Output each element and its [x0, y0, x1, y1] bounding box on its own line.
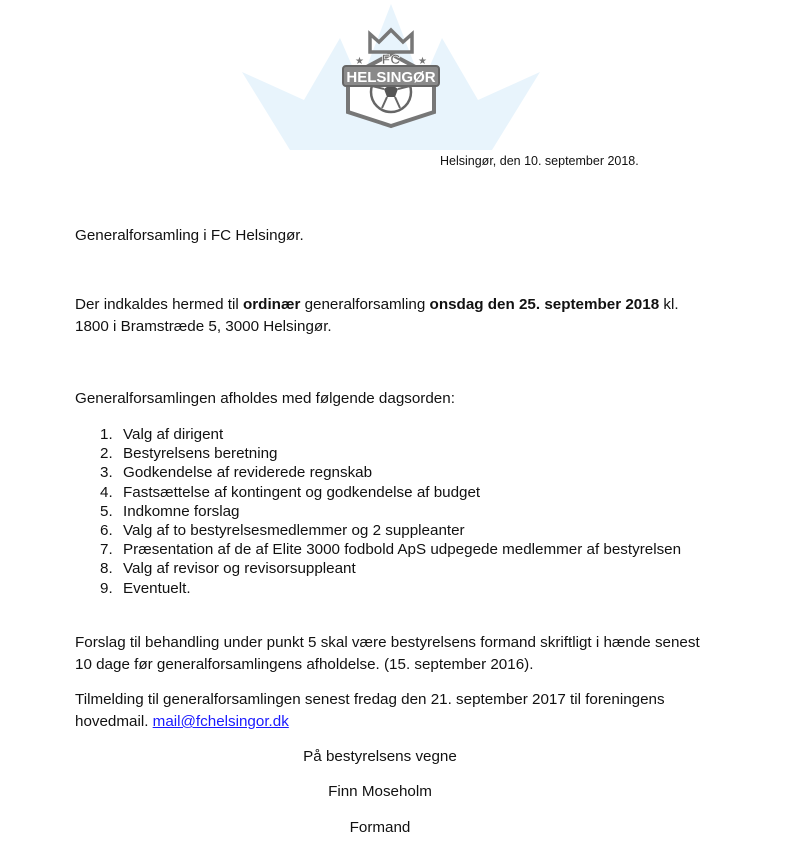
letter-date: Helsingør, den 10. september 2018. — [440, 154, 639, 168]
signup-paragraph — [75, 689, 715, 733]
agenda-text: Valg af to bestyrelsesmedlemmer og 2 suppleanter — [123, 521, 465, 539]
agenda-number: 3. — [100, 464, 113, 482]
signer-title: Formand — [349, 819, 411, 836]
agenda-item — [75, 483, 681, 502]
invite-text-1: Der indkaldes hermed til — [75, 296, 243, 313]
agenda-number: 1. — [100, 426, 113, 443]
agenda-item — [75, 579, 681, 598]
agenda-item — [75, 502, 681, 521]
agenda-text: Bestyrelsens beretning — [123, 445, 278, 463]
agenda-text: Valg af revisor og revisorsuppleant — [123, 560, 356, 578]
crown-badge-icon — [242, 0, 540, 152]
logo-name-text: HELSINGØR — [346, 69, 436, 86]
agenda-number: 4. — [100, 483, 113, 501]
proposals-paragraph: Forslag til behandling under punkt 5 skal være bestyrelsens formand skriftligt i hænde senest 10 dage før generalforsamlingens afholdelse. (15. september 2016). — [75, 634, 700, 673]
agenda-number: 8. — [100, 560, 113, 578]
agenda-item — [75, 540, 681, 559]
agenda-number: 7. — [100, 541, 113, 559]
invite-text-2: generalforsamling — [300, 296, 430, 313]
agenda-number: 2. — [100, 445, 113, 463]
agenda-item — [75, 444, 681, 463]
agenda-text: Fastsættelse af kontingent og godkendelse af budget — [123, 483, 481, 501]
letter-heading: Generalforsamling i FC Helsingør. — [75, 227, 304, 244]
svg-text:★: ★ — [418, 56, 427, 67]
agenda-text: Godkendelse af reviderede regnskab — [123, 464, 373, 482]
agenda-text: Valg af dirigent — [123, 426, 224, 443]
invite-bold-date: onsdag den 25. september 2018 — [429, 296, 660, 313]
agenda-item — [75, 463, 681, 482]
agenda-intro: Generalforsamlingen afholdes med følgende dagsorden: — [75, 390, 455, 407]
agenda-text: Indkomne forslag — [123, 502, 240, 520]
fc-helsingor-logo — [242, 0, 540, 152]
invite-bold-ordinary: ordinær — [242, 296, 301, 313]
email-link[interactable]: mail@fchelsingor.dk — [152, 713, 289, 730]
agenda-number: 6. — [100, 521, 113, 539]
agenda-text: Eventuelt. — [123, 579, 191, 597]
svg-text:★: ★ — [355, 56, 364, 67]
agenda-item — [75, 425, 681, 444]
agenda-item — [75, 521, 681, 540]
signup-text: Tilmelding til generalforsamlingen senest fredag den 21. september 2017 til foreningens hovedmail. — [75, 691, 665, 730]
agenda-text: Præsentation af de af Elite 3000 fodbold ApS udpegede medlemmer af bestyrelsen — [123, 541, 682, 559]
signoff-line: På bestyrelsens vegne — [303, 748, 457, 765]
agenda-list — [75, 425, 681, 598]
agenda-item — [75, 559, 681, 578]
invite-text-3: kl. 1800 i Bramstræde 5, 3000 Helsingør. — [75, 296, 679, 335]
logo-fc-text: FC — [381, 51, 401, 67]
invitation-paragraph — [75, 294, 715, 338]
signer-name: Finn Moseholm — [328, 783, 432, 800]
agenda-number: 9. — [100, 579, 113, 597]
agenda-number: 5. — [100, 502, 113, 520]
